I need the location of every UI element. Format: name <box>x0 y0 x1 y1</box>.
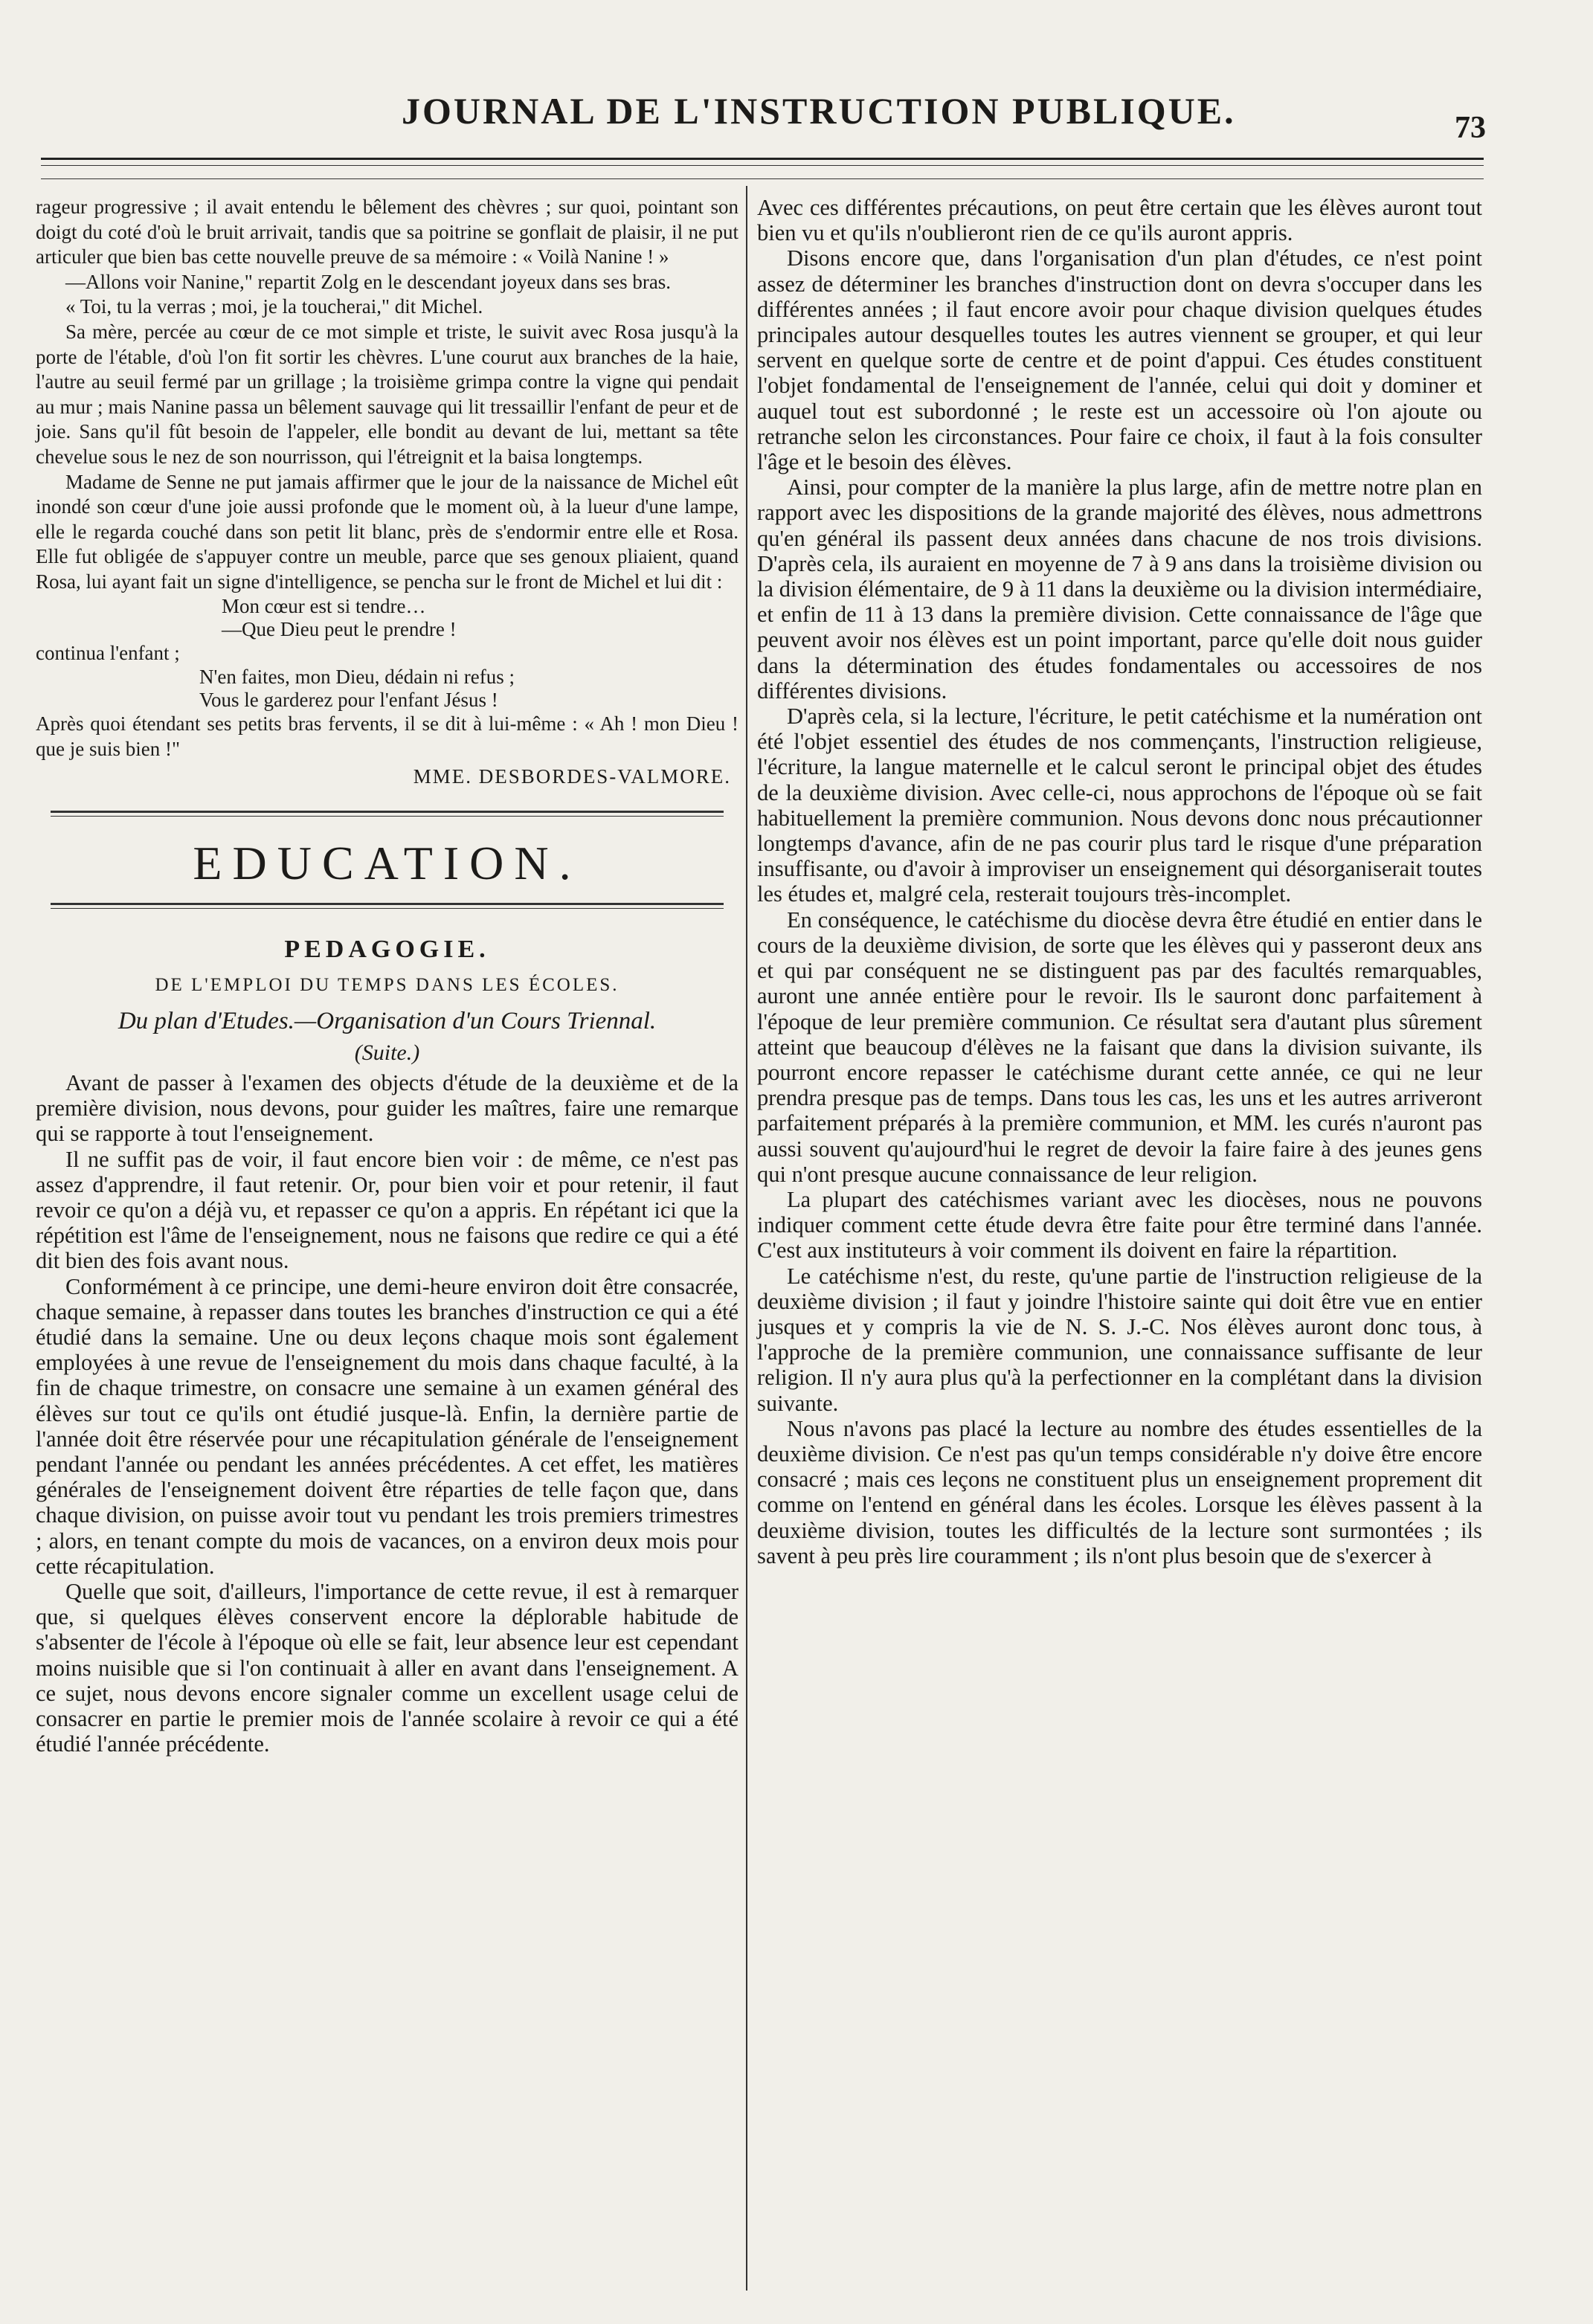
story-paragraph: « Toi, tu la verras ; moi, je la toucherai," dit Michel. <box>65 295 483 318</box>
section-title: EDUCATION. <box>193 836 582 889</box>
column-divider <box>746 186 747 2291</box>
article-paragraph: Avec ces différentes précautions, on peut être certain que les élèves auront tout bien vu et qu'ils n'oublieront rien de ce qu'ils auront appris. <box>757 195 1482 246</box>
verse-line: —Que Dieu peut le prendre ! <box>222 617 457 640</box>
article-paragraph: Conformément à ce principe, une demi-heure environ doit être consacrée, chaque semaine, à repasser dans toutes les branches d'instruction ce qui a été étudié dans la semaine. Une ou deux leçons chaque mois sont également employées à une revue de l'enseignement du mois dans chaque faculté, à la fin de chaque trimestre, on consacre une semaine à un examen général des élèves sur tout ce qu'ils ont étudié jusque-là. Enfin, la dernière partie de l'année doit être réservée pour une récapitulation générale de l'enseignement pendant l'année ou pendant les années précédentes. A cet effet, les matières générales de l'enseignement doivent être réparties de telle façon que, dans chaque division, on puisse avoir tout vu pendant les trois premiers trimestres ; alors, en tenant compte du mois de vacances, on a environ deux mois pour cette récapitulation. <box>36 1273 738 1579</box>
story-excerpt <box>36 195 738 790</box>
right-column <box>757 195 1482 1568</box>
subsection-subtitle: DE L'EMPLOI DU TEMPS DANS LES ÉCOLES. <box>155 975 620 996</box>
author-signature: MME. DESBORDES-VALMORE. <box>413 765 731 788</box>
article-paragraph: Il ne suffit pas de voir, il faut encore bien voir : de même, ce n'est pas assez d'apprendre, il faut retenir. Or, pour bien voir et pour retenir, il faut revoir ce qu'on a déjà vu, et repasser ce qu'on a appris. En répétant ici que la répétition est l'âme de l'enseignement, nous ne faisons que redire ce qui a été dit bien des fois avant nous. <box>36 1146 738 1274</box>
article-heading: Du plan d'Etudes.—Organisation d'un Cours Triennal. <box>118 1008 657 1035</box>
story-paragraph: Sa mère, percée au cœur de ce mot simple et triste, le suivit avec Rosa jusqu'à la porte de l'étable, d'où l'on fit sortir les chèvres. L'une courut aux branches de la haie, l'autre au seuil fermé par un grillage ; la troisième grimpa contre la vigne qui pendait au mur ; mais Nanine passa un bêlement sauvage qui lit tressaillir l'enfant de peur et de joie. Sans qu'il fût besoin de l'appeler, elle bondit au devant de lui, mettant sa tête chevelue sous le nez de son nourrisson, qui l'étreignit et la baisa longtemps. <box>36 320 738 468</box>
article-paragraph: Ainsi, pour compter de la manière la plus large, afin de mettre notre plan en rapport avec les dispositions de la grande majorité des élèves, nous admettrons qu'en général ils passent deux années dans chacune de nos trois divisions. D'après cela, ils auraient en moyenne de 7 à 9 ans dans la troisième division ou la division élémentaire, de 9 à 11 dans la deuxième ou la division intermédiaire, et enfin de 11 à 13 dans la première division. Cette connaissance de l'âge que peuvent avoir nos élèves est un point important, parce qu'elle doit nous guider dans la détermination des études fondamentales ou accessoires de nos différentes divisions. <box>757 474 1482 704</box>
story-paragraph: continua l'enfant ; <box>36 641 180 664</box>
article-paragraph: Nous n'avons pas placé la lecture au nombre des études essentielles de la deuxième division. Ce n'est pas qu'un temps considérable n'y doive être encore consacré ; mais ces leçons ne constituent plus un enseignement proprement dit comme on l'entend en général dans les écoles. Lorsque les élèves passent à la deuxième division, toutes les difficultés de la lecture sont surmontées ; ils savent à peu près lire couramment ; ils n'ont plus besoin que de s'exercer à <box>757 1415 1482 1568</box>
header-rule-thin <box>41 165 1484 166</box>
page-number: 73 <box>1455 111 1486 145</box>
verse-line: Vous le garderez pour l'enfant Jésus ! <box>199 689 498 712</box>
article-paragraph: Avant de passer à l'examen des objects d'étude de la deuxième et de la première division, nous devons, pour guider les maîtres, faire une remarque qui se rapporte à tout l'enseignement. <box>36 1069 738 1147</box>
running-head: JOURNAL DE L'INSTRUCTION PUBLIQUE. <box>402 90 1236 132</box>
verse-line: N'en faites, mon Dieu, dédain ni refus ; <box>199 666 515 689</box>
header-rule-thin-2 <box>41 178 1484 179</box>
story-paragraph: Après quoi étendant ses petits bras fervents, il se dit à lui-même : « Ah ! mon Dieu ! que je suis bien !" <box>36 712 738 760</box>
article-paragraph: D'après cela, si la lecture, l'écriture, le petit catéchisme et la numération ont été l'objet essentiel des études de nos commençants, l'instruction religieuse, l'écriture, la langue maternelle et le calcul seront le principal objet des études de la deuxième division. Avec celle-ci, nous approchons de l'époque où se fait habituellement la première communion. Nous devons donc nous précautionner longtemps d'avance, afin de ne pas courir plus tard le risque d'une préparation insuffisante, ou d'avoir à improviser un enseignement qui désorganiserait toutes les études et, malgré cela, resterait toujours très-incomplet. <box>757 704 1482 907</box>
suite-label: (Suite.) <box>354 1040 420 1065</box>
verse-line: Mon cœur est si tendre… <box>222 594 426 617</box>
section-separator <box>36 811 738 817</box>
story-paragraph: Madame de Senne ne put jamais affirmer que le jour de la naissance de Michel eût inondé son cœur d'une joie aussi profonde que le moment où, à la lueur d'une lampe, elle le regarda couché dans son petit lit blanc, près de s'endormir entre elle et Rosa. Elle fut obligée de s'appuyer contre un meuble, parce que ses genoux pliaient, quand Rosa, lui ayant fait un signe d'intelligence, se pencha sur le front de Michel et lui dit : <box>36 470 738 593</box>
article-paragraph: En conséquence, le catéchisme du diocèse devra être étudié en entier dans le cours de la deuxième division, de sorte que les élèves qui y passeront deux ans et qui par conséquent ne se distinguent pas par des facultés remarquables, auront une année entière pour le revoir. Ils le sauront donc parfaitement à l'époque de leur première communion. Ce résultat sera d'autant plus sûrement atteint que beaucoup d'élèves ne la faisant que dans la division suivante, ils pourront encore repasser le catéchisme durant cette année, ce qui ne leur prendra presque pas de temps. Dans tous les cas, les uns et les autres arriveront parfaitement préparés à la première communion, et MM. les curés n'auront pas aussi souvent qu'aujourd'hui le regret de devoir la faire faire à des jeunes gens qui n'ont presque aucune connaissance de leur religion. <box>757 907 1482 1187</box>
article-paragraph: Quelle que soit, d'ailleurs, l'importance de cette revue, il est à remarquer que, si quelques élèves conservent encore la déplorable habitude de s'absenter de l'école à l'époque où elle se fait, leur absence leur est cependant moins nuisible que si l'on continuait à aller en avant dans l'enseignement. A ce sujet, nous devons encore signaler comme un excellent usage celui de consacrer en partie le premier mois de l'année scolaire à revoir ce qui a été étudié l'année précédente. <box>36 1578 738 1757</box>
story-paragraph: —Allons voir Nanine," repartit Zolg en le descendant joyeux dans ses bras. <box>65 270 672 293</box>
left-column <box>36 195 738 1757</box>
separator-rule <box>51 811 724 817</box>
story-paragraph: rageur progressive ; il avait entendu le bêlement des chèvres ; sur quoi, pointant son doigt du coté d'où le bruit arrivait, tandis que sa poitrine se gonflait de plaisir, il ne put articuler que bien bas cette nouvelle preuve de sa mémoire : « Voilà Nanine ! » <box>36 196 738 268</box>
article-paragraph: Disons encore que, dans l'organisation d'un plan d'études, ce n'est point assez de déterminer les branches d'instruction dont on devra s'occuper dans les différentes années ; il faut encore avoir pour chaque division quelques études principales autour desquelles toutes les autres viennent se grouper, et qui leur servent en quelque sorte de centre et de point d'appui. Ces études constituent l'objet fondamental de l'enseignement de l'année, celui qui doit y dominer et auquel tout est subordonné ; le reste est un accessoire où l'on ajoute ou retranche selon les circonstances. Pour faire ce choix, il faut à la fois consulter l'âge et le besoin des élèves. <box>757 245 1482 475</box>
article-paragraph: Le catéchisme n'est, du reste, qu'une partie de l'instruction religieuse de la deuxième division ; il faut y joindre l'histoire sainte qui doit être vue en entier jusques et y compris la vie de N. S. J.-C. Nos élèves auront donc tous, à l'approche de la première communion, une connaissance suffisante de leur religion. Il n'y aura plus qu'à la perfectionner en la complétant dans la division suivante. <box>757 1263 1482 1416</box>
subsection-title: PEDAGOGIE. <box>284 936 490 964</box>
article-paragraph: La plupart des catéchismes variant avec les diocèses, nous ne pouvons indiquer comment cette étude devra être faite pour être terminé dans l'année. C'est aux instituteurs à voir comment ils doivent en faire la répartition. <box>757 1186 1482 1264</box>
separator-rule <box>51 903 724 909</box>
header-rule <box>41 158 1484 160</box>
